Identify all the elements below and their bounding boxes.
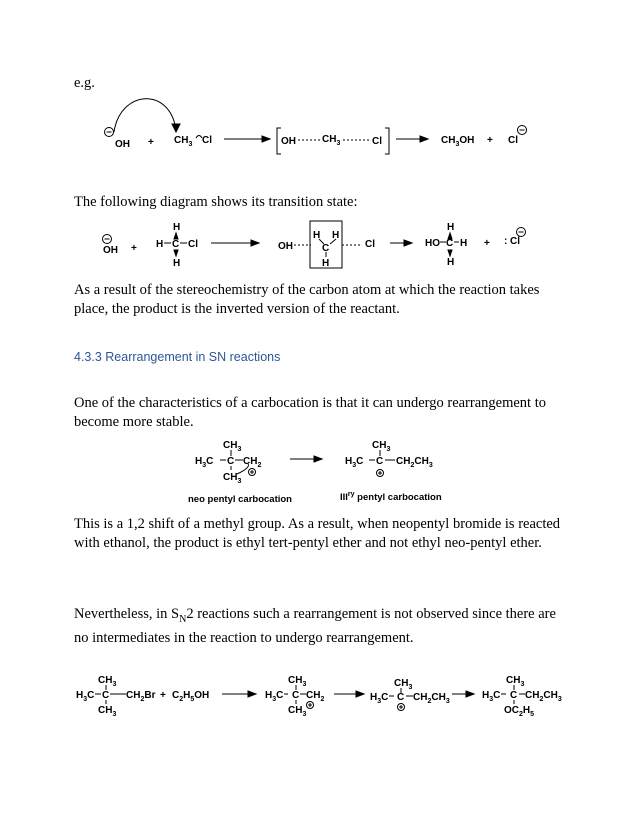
c-quaternary: C (227, 456, 235, 467)
ts-cl: Cl (365, 239, 375, 250)
ch2ch3-label: $CH_2CH_3$ (396, 456, 433, 469)
section-heading: 4.3.3 Rearrangement in SN reactions (74, 350, 281, 364)
ch3oh-product: $CH_3OH$ (441, 135, 475, 148)
ch3-top: $CH_3$ (223, 440, 242, 453)
c-quaternary-2: C (292, 690, 300, 701)
plus-sign: + (131, 243, 137, 254)
ch2-label: $CH_2$ (306, 690, 325, 703)
ch3-bottom-2: $CH_3$ (288, 705, 307, 718)
c-center: C (172, 239, 180, 250)
plus-sign: + (160, 690, 166, 701)
stereochemistry-paragraph: As a result of the stereochemistry of the carbon atom at which the reaction takes place, the product is the inverted version of the reactant. (74, 282, 540, 317)
sn2-paragraph: Nevertheless, in $S_N2$ reactions such a rearrangement is not observed since there are no intermediates in the reaction to undergo rearrangement. (74, 606, 556, 646)
eg-label: e.g. (74, 75, 95, 91)
h-top: H (173, 222, 181, 233)
prod-h-right: H (460, 238, 468, 249)
ch3-top-3: $CH_3$ (394, 678, 413, 691)
ethanol-label: $C_2H_5OH$ (172, 690, 210, 703)
cl-label: Cl (188, 239, 198, 250)
ch2ch3-label: $CH_2CH_3$ (413, 692, 450, 705)
lone-pair: : (504, 236, 508, 247)
h3c-left-2: $H_3C$ (345, 456, 364, 469)
arrowhead-icon (172, 124, 180, 132)
h3c-left-4: $H_3C$ (482, 690, 501, 703)
sn2-mechanism-scheme (100, 96, 540, 162)
prod-ho: HO (425, 238, 440, 249)
h3c-left-2: $H_3C$ (265, 690, 284, 703)
neopentyl-ethanol-scheme (74, 672, 564, 722)
ch3-bottom: $CH_3$ (98, 705, 117, 718)
ch3-top-4: $CH_3$ (506, 675, 525, 688)
carbocation-paragraph: One of the characteristics of a carbocation is that it can undergo rearrangement to become more stable. (74, 395, 546, 430)
c-cation: C (397, 692, 405, 703)
ch2br-label: $CH_2Br$ (126, 690, 156, 703)
c-ether: C (510, 690, 518, 701)
c-cation: C (376, 456, 384, 467)
prod-h-top: H (447, 222, 455, 233)
ts-oh: OH (278, 241, 293, 252)
neo-pentyl-caption: neo pentyl carbocation (188, 494, 292, 505)
ts-cl: Cl (372, 136, 382, 147)
ts-ch3: $CH_3$ (322, 134, 341, 147)
curved-arrow-icon (114, 99, 176, 132)
prod-h-bottom: H (447, 257, 455, 268)
ts-h3: H (322, 258, 330, 269)
ts-c: C (322, 243, 330, 254)
oh-reactant: OH (103, 245, 118, 256)
h3c-left: $H_3C$ (195, 456, 214, 469)
ts-h1: H (313, 230, 321, 241)
ch3-label: $CH_3$ (174, 135, 193, 148)
oh-reactant: OH (115, 139, 130, 150)
plus-sign-2: + (484, 238, 490, 249)
h3c-left: $H_3C$ (76, 690, 95, 703)
methyl-shift-paragraph: This is a 1,2 shift of a methyl group. As a result, when neopentyl bromide is reacted with ethanol, the product is ethyl tert-pentyl ether and not ethyl neo-pentyl ether. (74, 516, 561, 551)
plus-sign-2: + (487, 135, 493, 146)
oc2h5-label: $OC_2H_5$ (504, 705, 535, 718)
ch3-top-2: $CH_3$ (372, 440, 391, 453)
ch3-top-2: $CH_3$ (288, 675, 307, 688)
h-bottom: H (173, 258, 181, 269)
bracket-right (385, 128, 389, 154)
ch2-label: $CH_2$ (243, 456, 262, 469)
prod-c: C (446, 238, 454, 249)
cl-label: Cl (202, 135, 212, 146)
h3c-left-3: $H_3C$ (370, 692, 389, 705)
ch2ch3-label-2: $CH_2CH_3$ (525, 690, 562, 703)
carbocation-rearrangement-scheme (180, 436, 460, 506)
cl-product: Cl (510, 236, 520, 247)
ts-oh: OH (281, 136, 296, 147)
intro-transition-state: The following diagram shows its transition state: (74, 194, 358, 210)
plus-sign: + (148, 137, 154, 148)
ch3-top: $CH_3$ (98, 675, 117, 688)
ts-h2: H (332, 230, 340, 241)
ch3-bottom: $CH_3$ (223, 472, 242, 485)
cl-product: Cl (508, 135, 518, 146)
c-quaternary: C (102, 690, 110, 701)
transition-state-scheme (100, 216, 540, 274)
h-left: H (156, 239, 164, 250)
tert-pentyl-caption: $III^{ry}$ pentyl carbocation (340, 491, 442, 503)
